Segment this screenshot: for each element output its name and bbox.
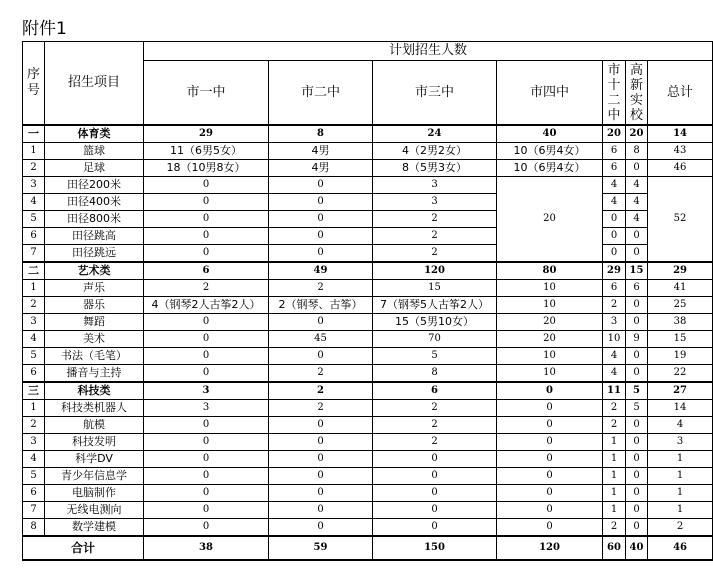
row-value: 19	[648, 348, 713, 365]
row-value: 29	[648, 262, 713, 280]
row-seq: 2	[23, 417, 45, 434]
row-value: 20	[497, 331, 603, 348]
row-project-name: 科技类机器人	[45, 400, 144, 417]
row-value: 0	[144, 502, 269, 519]
row-value: 120	[373, 262, 497, 280]
row-value: 0	[144, 434, 269, 451]
table-row	[23, 434, 713, 451]
row-value: 2	[373, 228, 497, 245]
row-value: 0	[497, 451, 603, 468]
row-value: 1	[648, 485, 713, 502]
total-value: 40	[626, 536, 648, 560]
row-seq: 7	[23, 502, 45, 519]
row-value: 0	[373, 502, 497, 519]
row-value: 0	[626, 485, 648, 502]
header-seq: 序号	[23, 42, 45, 126]
row-seq: 2	[23, 297, 45, 314]
row-seq: 二	[23, 262, 45, 280]
row-value: 0	[497, 502, 603, 519]
row-seq: 4	[23, 451, 45, 468]
row-value: 4	[626, 194, 648, 211]
row-value: 0	[144, 348, 269, 365]
row-value: 11	[603, 382, 626, 400]
row-value: 2	[373, 434, 497, 451]
row-value: 0	[144, 228, 269, 245]
row-value: 0	[269, 417, 373, 434]
row-value: 0	[626, 245, 648, 263]
row-value: 0	[144, 519, 269, 537]
row-value: 4（钢琴2人古筝2人）	[144, 297, 269, 314]
table-row	[23, 297, 713, 314]
row-project-name: 科技类	[45, 382, 144, 400]
row-seq: 8	[23, 519, 45, 537]
row-project-name: 舞蹈	[45, 314, 144, 331]
row-seq: 一	[23, 125, 45, 143]
row-project-name: 田径400米	[45, 194, 144, 211]
row-value: 14	[648, 400, 713, 417]
row-value: 0	[626, 365, 648, 383]
row-value: 4	[603, 177, 626, 194]
row-value: 0	[497, 417, 603, 434]
row-value: 0	[269, 177, 373, 194]
row-value: 0	[373, 485, 497, 502]
row-value: 10（6男4女）	[497, 160, 603, 177]
table-row	[23, 365, 713, 383]
row-value: 0	[626, 519, 648, 537]
row-seq: 5	[23, 211, 45, 228]
table-row	[23, 280, 713, 297]
row-value: 0	[144, 177, 269, 194]
row-value: 1	[648, 502, 713, 519]
table-row	[23, 160, 713, 177]
total-value: 150	[373, 536, 497, 560]
table-row	[23, 245, 713, 263]
row-value: 0	[373, 519, 497, 537]
total-value: 38	[144, 536, 269, 560]
row-value: 3	[144, 382, 269, 400]
row-value: 10	[497, 297, 603, 314]
row-seq: 7	[23, 245, 45, 263]
row-project-name: 数学建模	[45, 519, 144, 537]
row-value: 3	[603, 314, 626, 331]
row-value: 2	[603, 400, 626, 417]
row-value: 0	[603, 211, 626, 228]
row-value: 29	[603, 262, 626, 280]
row-value: 8	[373, 365, 497, 383]
row-seq: 1	[23, 400, 45, 417]
row-seq: 3	[23, 314, 45, 331]
row-seq: 6	[23, 365, 45, 383]
category-row	[23, 125, 713, 143]
row-value: 25	[648, 297, 713, 314]
row-value: 1	[603, 502, 626, 519]
row-value: 0	[144, 485, 269, 502]
row-value: 0	[144, 468, 269, 485]
row-value: 52	[648, 177, 713, 263]
row-value: 3	[373, 194, 497, 211]
table-row	[23, 314, 713, 331]
category-row	[23, 382, 713, 400]
row-project-name: 篮球	[45, 143, 144, 160]
table-row	[23, 194, 713, 211]
row-value: 4男	[269, 143, 373, 160]
row-value: 0	[269, 211, 373, 228]
row-value: 2	[269, 382, 373, 400]
row-project-name: 声乐	[45, 280, 144, 297]
row-value: 0	[626, 297, 648, 314]
row-seq: 三	[23, 382, 45, 400]
row-project-name: 田径200米	[45, 177, 144, 194]
row-value: 0	[144, 331, 269, 348]
row-value: 10	[497, 365, 603, 383]
row-value: 27	[648, 382, 713, 400]
row-project-name: 书法（毛笔）	[45, 348, 144, 365]
row-value: 0	[626, 228, 648, 245]
header-school-gaoxin: 高新实校	[626, 61, 648, 126]
row-value: 0	[626, 434, 648, 451]
row-value: 0	[626, 468, 648, 485]
row-value: 5	[626, 382, 648, 400]
row-value: 0	[626, 451, 648, 468]
row-value: 0	[269, 314, 373, 331]
row-value: 0	[626, 417, 648, 434]
row-project-name: 足球	[45, 160, 144, 177]
row-value: 0	[144, 365, 269, 383]
row-value: 24	[373, 125, 497, 143]
row-value: 20	[497, 177, 603, 263]
table-row	[23, 348, 713, 365]
row-value: 6	[373, 382, 497, 400]
row-value: 29	[144, 125, 269, 143]
row-seq: 3	[23, 434, 45, 451]
row-value: 0	[269, 194, 373, 211]
row-seq: 1	[23, 280, 45, 297]
row-project-name: 科技发明	[45, 434, 144, 451]
row-value: 15	[626, 262, 648, 280]
table-row	[23, 331, 713, 348]
row-value: 2	[373, 400, 497, 417]
row-value: 0	[144, 451, 269, 468]
row-value: 2	[269, 365, 373, 383]
row-project-name: 青少年信息学	[45, 468, 144, 485]
row-value: 1	[603, 485, 626, 502]
row-value: 80	[497, 262, 603, 280]
row-value: 1	[648, 451, 713, 468]
row-value: 10	[497, 280, 603, 297]
row-value: 0	[626, 314, 648, 331]
row-value: 1	[603, 468, 626, 485]
row-seq: 4	[23, 331, 45, 348]
row-value: 6	[603, 280, 626, 297]
row-value: 43	[648, 143, 713, 160]
row-value: 14	[648, 125, 713, 143]
row-value: 10（6男4女）	[497, 143, 603, 160]
row-value: 15	[648, 331, 713, 348]
row-project-name: 田径跳高	[45, 228, 144, 245]
enrollment-table-container	[22, 41, 694, 575]
row-value: 8	[269, 125, 373, 143]
row-value: 0	[373, 451, 497, 468]
total-value: 59	[269, 536, 373, 560]
row-value: 10	[497, 348, 603, 365]
table-row	[23, 417, 713, 434]
row-value: 2	[269, 280, 373, 297]
category-row	[23, 262, 713, 280]
row-value: 4	[603, 194, 626, 211]
row-value: 3	[144, 400, 269, 417]
row-value: 0	[497, 519, 603, 537]
row-value: 0	[269, 519, 373, 537]
row-project-name: 无线电测向	[45, 502, 144, 519]
row-value: 8（5男3女）	[373, 160, 497, 177]
row-value: 41	[648, 280, 713, 297]
total-row	[23, 536, 713, 560]
row-value: 45	[269, 331, 373, 348]
total-value: 60	[603, 536, 626, 560]
header-school-1: 市一中	[144, 61, 269, 126]
row-value: 0	[144, 211, 269, 228]
row-value: 15	[373, 280, 497, 297]
row-value: 7（钢琴5人古筝2人）	[373, 297, 497, 314]
header-school-2: 市二中	[269, 61, 373, 126]
row-value: 8	[626, 143, 648, 160]
table-row	[23, 400, 713, 417]
total-label: 合计	[23, 536, 144, 560]
row-value: 2	[603, 297, 626, 314]
row-seq: 5	[23, 468, 45, 485]
row-value: 0	[144, 417, 269, 434]
row-value: 0	[269, 485, 373, 502]
row-value: 18（10男8女）	[144, 160, 269, 177]
table-row	[23, 485, 713, 502]
row-value: 20	[603, 125, 626, 143]
row-value: 2	[269, 400, 373, 417]
row-value: 4男	[269, 160, 373, 177]
row-value: 38	[648, 314, 713, 331]
row-value: 2	[603, 519, 626, 537]
header-school-3: 市三中	[373, 61, 497, 126]
row-value: 6	[603, 160, 626, 177]
row-value: 2	[373, 417, 497, 434]
row-value: 4（2男2女）	[373, 143, 497, 160]
row-value: 4	[626, 211, 648, 228]
row-value: 5	[373, 348, 497, 365]
total-value: 46	[648, 536, 713, 560]
row-value: 0	[269, 468, 373, 485]
table-row	[23, 451, 713, 468]
row-value: 70	[373, 331, 497, 348]
row-value: 0	[373, 468, 497, 485]
table-row	[23, 211, 713, 228]
document-title: 附件1	[22, 19, 67, 39]
table-row	[23, 519, 713, 537]
row-value: 20	[497, 314, 603, 331]
row-value: 0	[626, 348, 648, 365]
table-row	[23, 468, 713, 485]
row-value: 2	[373, 245, 497, 263]
row-value: 0	[497, 400, 603, 417]
table-row	[23, 177, 713, 194]
row-value: 4	[648, 417, 713, 434]
row-value: 2	[373, 211, 497, 228]
row-project-name: 播音与主持	[45, 365, 144, 383]
row-value: 4	[626, 177, 648, 194]
row-project-name: 田径跳远	[45, 245, 144, 263]
row-value: 0	[269, 434, 373, 451]
row-value: 40	[497, 125, 603, 143]
row-project-name: 体育类	[45, 125, 144, 143]
table-row	[23, 502, 713, 519]
row-value: 0	[144, 194, 269, 211]
row-seq: 2	[23, 160, 45, 177]
table-row	[23, 143, 713, 160]
row-value: 0	[626, 160, 648, 177]
row-value: 0	[269, 228, 373, 245]
header-school-4: 市四中	[497, 61, 603, 126]
row-value: 20	[626, 125, 648, 143]
row-value: 0	[269, 451, 373, 468]
row-seq: 1	[23, 143, 45, 160]
row-value: 22	[648, 365, 713, 383]
row-value: 0	[497, 434, 603, 451]
row-seq: 6	[23, 485, 45, 502]
row-value: 0	[144, 314, 269, 331]
row-value: 0	[269, 348, 373, 365]
row-seq: 6	[23, 228, 45, 245]
row-value: 3	[648, 434, 713, 451]
row-value: 2（钢琴、古筝）	[269, 297, 373, 314]
row-value: 1	[603, 451, 626, 468]
row-value: 0	[269, 245, 373, 263]
row-value: 1	[648, 468, 713, 485]
row-value: 2	[603, 417, 626, 434]
enrollment-plan-table	[22, 41, 713, 561]
row-value: 2	[144, 280, 269, 297]
header-project: 招生项目	[45, 42, 144, 126]
row-value: 15（5男10女）	[373, 314, 497, 331]
row-value: 4	[603, 348, 626, 365]
header-total: 总计	[648, 61, 713, 126]
row-value: 2	[648, 519, 713, 537]
row-value: 10	[603, 331, 626, 348]
row-project-name: 科学DV	[45, 451, 144, 468]
row-project-name: 电脑制作	[45, 485, 144, 502]
row-value: 0	[603, 245, 626, 263]
row-value: 6	[603, 143, 626, 160]
row-value: 5	[626, 400, 648, 417]
row-value: 0	[497, 382, 603, 400]
header-school-12: 市十二中	[603, 61, 626, 126]
row-value: 0	[603, 228, 626, 245]
row-seq: 3	[23, 177, 45, 194]
total-value: 120	[497, 536, 603, 560]
row-value: 4	[603, 365, 626, 383]
table-row	[23, 228, 713, 245]
row-value: 3	[373, 177, 497, 194]
row-project-name: 艺术类	[45, 262, 144, 280]
row-value: 49	[269, 262, 373, 280]
row-value: 11（6男5女）	[144, 143, 269, 160]
row-project-name: 器乐	[45, 297, 144, 314]
row-project-name: 美术	[45, 331, 144, 348]
row-value: 6	[144, 262, 269, 280]
row-seq: 4	[23, 194, 45, 211]
row-value: 6	[626, 280, 648, 297]
row-value: 1	[603, 434, 626, 451]
row-project-name: 航模	[45, 417, 144, 434]
row-value: 0	[269, 502, 373, 519]
row-value: 0	[626, 502, 648, 519]
row-value: 0	[144, 245, 269, 263]
header-plan: 计划招生人数	[144, 42, 713, 61]
row-value: 46	[648, 160, 713, 177]
row-seq: 5	[23, 348, 45, 365]
row-value: 9	[626, 331, 648, 348]
row-project-name: 田径800米	[45, 211, 144, 228]
row-value: 0	[497, 468, 603, 485]
row-value: 0	[497, 485, 603, 502]
